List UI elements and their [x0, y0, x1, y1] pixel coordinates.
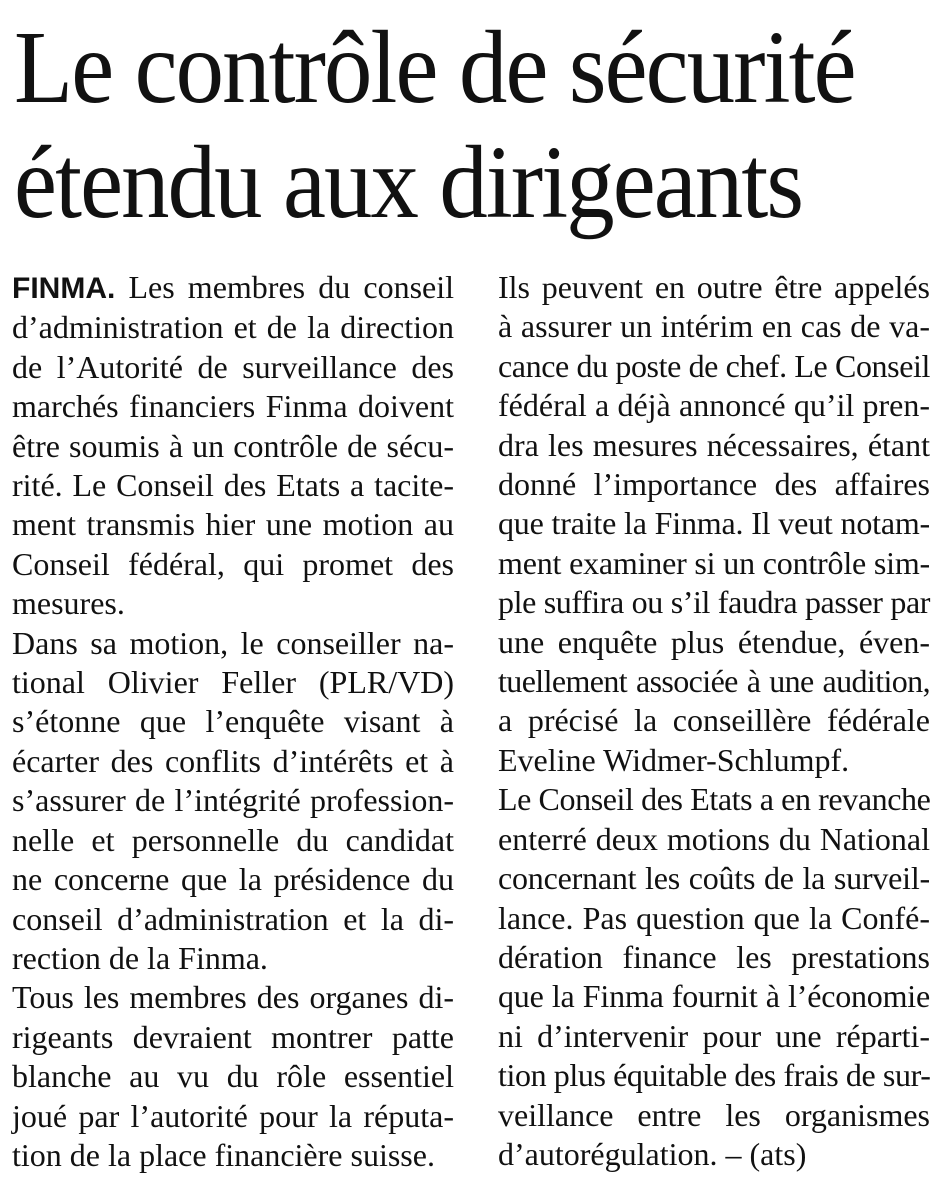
left_column-line: [12, 505, 454, 544]
left_column-line: [12, 1018, 454, 1057]
left_column-line: [12, 624, 454, 663]
text-segment: Les membres du conseil: [115, 269, 454, 305]
left_column-line: [12, 900, 454, 939]
headline-line-2: étendu aux dirigeants: [14, 125, 803, 240]
article-headline: [14, 10, 870, 240]
right_column-line: [498, 386, 930, 425]
right_column-line: [498, 465, 930, 504]
right_column-line: [498, 1056, 930, 1095]
right_column-line: [498, 1017, 930, 1056]
text-segment: tuellement associée à une audition,: [498, 663, 930, 700]
left_column-line: [12, 978, 454, 1017]
text-segment: ment transmis hier une motion au: [12, 506, 454, 543]
left_column-line: [12, 348, 454, 387]
text-segment: donné l’importance des affaires: [498, 466, 930, 503]
text-segment: Dans sa motion, le conseiller na-: [12, 624, 454, 661]
right_column-line: [498, 307, 930, 346]
right_column-line: [498, 347, 930, 386]
text-segment: a précisé la conseillère fédérale: [498, 702, 930, 739]
left_column-line: [12, 742, 454, 781]
text-segment: être soumis à un contrôle de sécu-: [12, 427, 454, 464]
text-segment: Le Conseil des Etats a en revanche: [498, 781, 931, 818]
text-segment: mesures.: [12, 585, 125, 622]
left_column-line: [12, 781, 454, 820]
text-segment: Ils peuvent en outre être appelés: [498, 269, 930, 305]
left_column-line: [12, 1057, 454, 1096]
text-segment: écarter des conflits d’intérêts et à: [12, 742, 454, 779]
text-segment: Tous les membres des organes di-: [12, 979, 454, 1016]
right_column-line: [498, 583, 930, 622]
text-segment: nelle et personnelle du candidat: [12, 821, 454, 858]
left_column-line: [12, 1136, 454, 1175]
text-segment: s’assurer de l’intégrité profession-: [12, 782, 454, 819]
text-segment: d’autorégulation. – (ats): [498, 1135, 807, 1172]
text-segment: Conseil fédéral, qui promet des: [12, 545, 454, 582]
left_column-line: [12, 308, 454, 347]
text-segment: de l’Autorité de surveillance des: [12, 348, 454, 385]
text-segment: que la Finma fournit à l’économie: [498, 978, 930, 1015]
left_column-line: [12, 466, 454, 505]
right_column-line: [498, 1096, 930, 1135]
text-segment: d’administration et de la direction: [12, 309, 454, 346]
text-segment: marchés financiers Finma doivent: [12, 388, 454, 425]
right_column-line: [498, 977, 930, 1016]
text-segment: enterré deux motions du National: [498, 820, 930, 857]
left_column-line: [12, 939, 454, 978]
text-segment: conseil d’administration et la di-: [12, 900, 454, 937]
right_column-line: [498, 741, 930, 780]
text-segment: ne concerne que la présidence du: [12, 861, 454, 898]
text-segment: tion plus équitable des frais de sur-: [498, 1057, 931, 1094]
right_column-line: [498, 623, 930, 662]
left_column-line: [12, 584, 454, 623]
text-segment: ni d’intervenir pour une réparti-: [498, 1017, 930, 1054]
right_column-line: [498, 938, 930, 977]
text-segment: que traite la Finma. Il veut notam-: [498, 505, 930, 542]
left_column-line: [12, 427, 454, 466]
left_column-line: [12, 702, 454, 741]
text-segment: blanche au vu du rôle essentiel: [12, 1058, 454, 1095]
text-segment: tional Olivier Feller (PLR/VD): [12, 664, 454, 701]
article-column-right: [498, 268, 930, 1174]
text-segment: dération finance les prestations: [498, 938, 930, 975]
lead-word: FINMA.: [12, 272, 116, 305]
text-segment: une enquête plus étendue, éven-: [498, 623, 930, 660]
left_column-line: [12, 268, 454, 308]
right_column-line: [498, 268, 930, 307]
text-segment: veillance entre les organismes: [498, 1096, 930, 1133]
right_column-line: [498, 544, 930, 583]
headline-line-1: Le contrôle de sécurité: [14, 10, 855, 125]
text-segment: à assurer un intérim en cas de va-: [498, 308, 930, 345]
right_column-line: [498, 701, 930, 740]
text-segment: cance du poste de chef. Le Conseil: [498, 347, 930, 384]
text-segment: ment examiner si un contrôle sim-: [498, 544, 930, 581]
left_column-line: [12, 387, 454, 426]
text-segment: dra les mesures nécessaires, étant: [498, 426, 930, 463]
right_column-line: [498, 859, 930, 898]
text-segment: rigeants devraient montrer patte: [12, 1018, 454, 1055]
right_column-line: [498, 1135, 930, 1174]
text-segment: fédéral a déjà annoncé qu’il pren-: [498, 387, 930, 424]
right_column-line: [498, 662, 930, 701]
text-segment: rité. Le Conseil des Etats a tacite-: [12, 467, 454, 504]
right_column-line: [498, 780, 930, 819]
left_column-line: [12, 1097, 454, 1136]
article-column-left: [12, 268, 454, 1175]
text-segment: tion de la place financière suisse.: [12, 1136, 435, 1173]
text-segment: ple suffira ou s’il faudra passer par: [498, 584, 930, 621]
left_column-line: [12, 663, 454, 702]
text-segment: concernant les coûts de la surveil-: [498, 860, 930, 897]
text-segment: Eveline Widmer-Schlumpf.: [498, 741, 850, 778]
text-segment: s’étonne que l’enquête visant à: [12, 703, 454, 740]
left_column-line: [12, 821, 454, 860]
right_column-line: [498, 820, 930, 859]
right_column-line: [498, 504, 930, 543]
text-segment: joué par l’autorité pour la réputa-: [12, 1097, 454, 1134]
right_column-line: [498, 426, 930, 465]
text-segment: lance. Pas question que la Confé-: [498, 899, 930, 936]
right_column-line: [498, 899, 930, 938]
text-segment: rection de la Finma.: [12, 939, 268, 976]
left_column-line: [12, 545, 454, 584]
left_column-line: [12, 860, 454, 899]
